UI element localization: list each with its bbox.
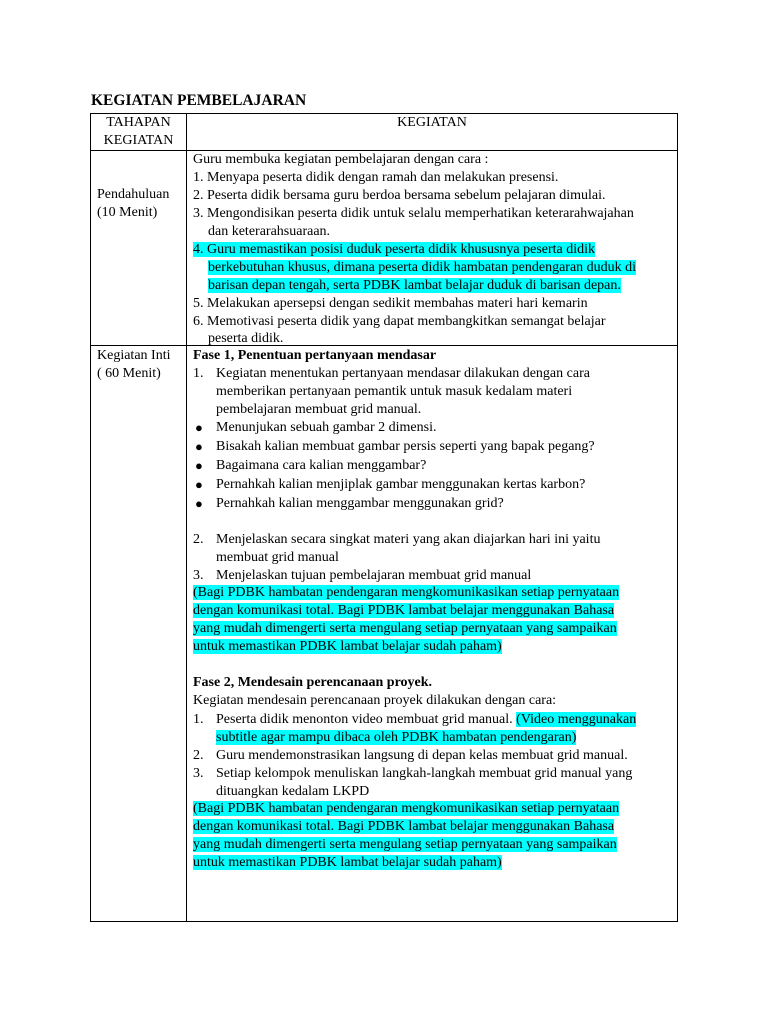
fase-1-item-3-line: Menjelaskan tujuan pembelajaran membuat grid manual <box>216 568 532 583</box>
fase-2-note-line2: dengan komunikasi total. Bagi PDBK lambat belajar menggunakan Bahasa <box>193 819 615 834</box>
fase-1-heading: Fase 1, Penentuan pertanyaan mendasar <box>193 348 437 363</box>
column-divider <box>186 114 187 921</box>
bullet-icon: ● <box>195 477 203 492</box>
fase-1-note-line1: (Bagi PDBK hambatan pendengaran mengkomunikasikan setiap pernyataan <box>193 585 620 600</box>
fase-2-note-line4: untuk memastikan PDBK lambat belajar sudah paham) <box>193 855 502 870</box>
fase-2-item-1-line1: Peserta didik menonton video membuat grid manual. (Video menggunakan <box>216 712 637 727</box>
lesson-activities-table <box>90 113 678 922</box>
fase-2-item-3-line1: Setiap kelompok menuliskan langkah-langkah membuat grid manual yang <box>216 766 633 781</box>
fase-2-item-3-num: 3. <box>193 766 204 781</box>
fase-1-item-1-num: 1. <box>193 366 204 381</box>
pendahuluan-item-3-cont: dan keterarahsuaraan. <box>208 224 331 239</box>
fase-1-bullet-3: Bagaimana cara kalian menggambar? <box>216 458 427 473</box>
fase-1-item-1-line2: memberikan pertanyaan pemantik untuk masuk kedalam materi <box>216 384 573 399</box>
pendahuluan-item-1: 1. Menyapa peserta didik dengan ramah dan melakukan presensi. <box>193 170 559 185</box>
pendahuluan-item-6-cont: peserta didik. <box>208 331 284 346</box>
bullet-icon: ● <box>195 496 203 511</box>
stage-pendahuluan-duration: (10 Menit) <box>97 205 158 220</box>
header-activity-label: KEGIATAN <box>397 115 467 130</box>
fase-1-item-1-line3: pembelajaran membuat grid manual. <box>216 402 422 417</box>
fase-2-item-2-num: 2. <box>193 748 204 763</box>
fase-2-item-3-line2: dituangkan kedalam LKPD <box>216 784 370 799</box>
header-stage-cell <box>91 114 186 150</box>
pendahuluan-item-3: 3. Mengondisikan peserta didik untuk selalu memperhatikan keterarahwajahan <box>193 206 634 221</box>
fase-2-note-line1: (Bagi PDBK hambatan pendengaran mengkomunikasikan setiap pernyataan <box>193 801 620 816</box>
fase-1-bullet-4: Pernahkah kalian menjiplak gambar menggunakan kertas karbon? <box>216 477 586 492</box>
header-stage-line2: KEGIATAN <box>103 133 174 148</box>
bullet-icon: ● <box>195 458 203 473</box>
document-title: KEGIATAN PEMBELAJARAN <box>91 92 307 109</box>
fase-1-note-line3: yang mudah dimengerti serta mengulang setiap pernyataan yang sampaikan <box>193 621 617 636</box>
stage-pendahuluan <box>97 186 185 222</box>
fase-1-bullet-5: Pernahkah kalian menggambar menggunakan grid? <box>216 496 504 511</box>
stage-pendahuluan-name: Pendahuluan <box>97 187 170 202</box>
fase-1-item-3-num: 3. <box>193 568 204 583</box>
stage-inti-name: Kegiatan Inti <box>97 348 171 363</box>
pendahuluan-item-4-cont2: barisan depan tengah, serta PDBK lambat belajar duduk di barisan depan. <box>208 278 621 293</box>
bullet-icon: ● <box>195 420 203 435</box>
pendahuluan-item-5: 5. Melakukan apersepsi dengan sedikit membahas materi hari kemarin <box>193 296 588 311</box>
pendahuluan-item-4-cont1: berkebutuhan khusus, dimana peserta didik hambatan pendengaran duduk di <box>208 260 637 275</box>
header-activity-cell <box>187 114 677 132</box>
fase-1-note-line2: dengan komunikasi total. Bagi PDBK lambat belajar menggunakan Bahasa <box>193 603 615 618</box>
pendahuluan-item-4: 4. Guru memastikan posisi duduk peserta didik khususnya peserta didik <box>193 242 596 257</box>
fase-2-note-line3: yang mudah dimengerti serta mengulang setiap pernyataan yang sampaikan <box>193 837 617 852</box>
fase-2-intro: Kegiatan mendesain perencanaan proyek dilakukan dengan cara: <box>193 693 557 708</box>
fase-1-item-2-num: 2. <box>193 532 204 547</box>
fase-2-heading: Fase 2, Mendesain perencanaan proyek. <box>193 675 433 690</box>
stage-inti <box>97 347 185 383</box>
fase-1-item-1-line1: Kegiatan menentukan pertanyaan mendasar dilakukan dengan cara <box>216 366 590 381</box>
header-stage-line1: TAHAPAN <box>106 115 171 130</box>
pendahuluan-item-6: 6. Memotivasi peserta didik yang dapat membangkitkan semangat belajar <box>193 314 606 329</box>
fase-2-item-1-num: 1. <box>193 712 204 727</box>
pendahuluan-intro: Guru membuka kegiatan pembelajaran dengan cara : <box>193 152 489 167</box>
fase-2-item-2-line: Guru mendemonstrasikan langsung di depan kelas membuat grid manual. <box>216 748 628 763</box>
stage-inti-duration: ( 60 Menit) <box>97 366 161 381</box>
fase-1-item-2-line2: membuat grid manual <box>216 550 339 565</box>
fase-1-bullet-2: Bisakah kalian membuat gambar persis seperti yang bapak pegang? <box>216 439 595 454</box>
fase-1-note-line4: untuk memastikan PDBK lambat belajar sudah paham) <box>193 639 502 654</box>
section-row-divider <box>91 345 677 346</box>
fase-1-item-2-line1: Menjelaskan secara singkat materi yang akan diajarkan hari ini yaitu <box>216 532 601 547</box>
fase-2-item-1-line2: subtitle agar mampu dibaca oleh PDBK hambatan pendengaran) <box>216 730 577 745</box>
fase-1-bullet-1: Menunjukan sebuah gambar 2 dimensi. <box>216 420 437 435</box>
pendahuluan-item-2: 2. Peserta didik bersama guru berdoa bersama sebelum pelajaran dimulai. <box>193 188 606 203</box>
bullet-icon: ● <box>195 439 203 454</box>
